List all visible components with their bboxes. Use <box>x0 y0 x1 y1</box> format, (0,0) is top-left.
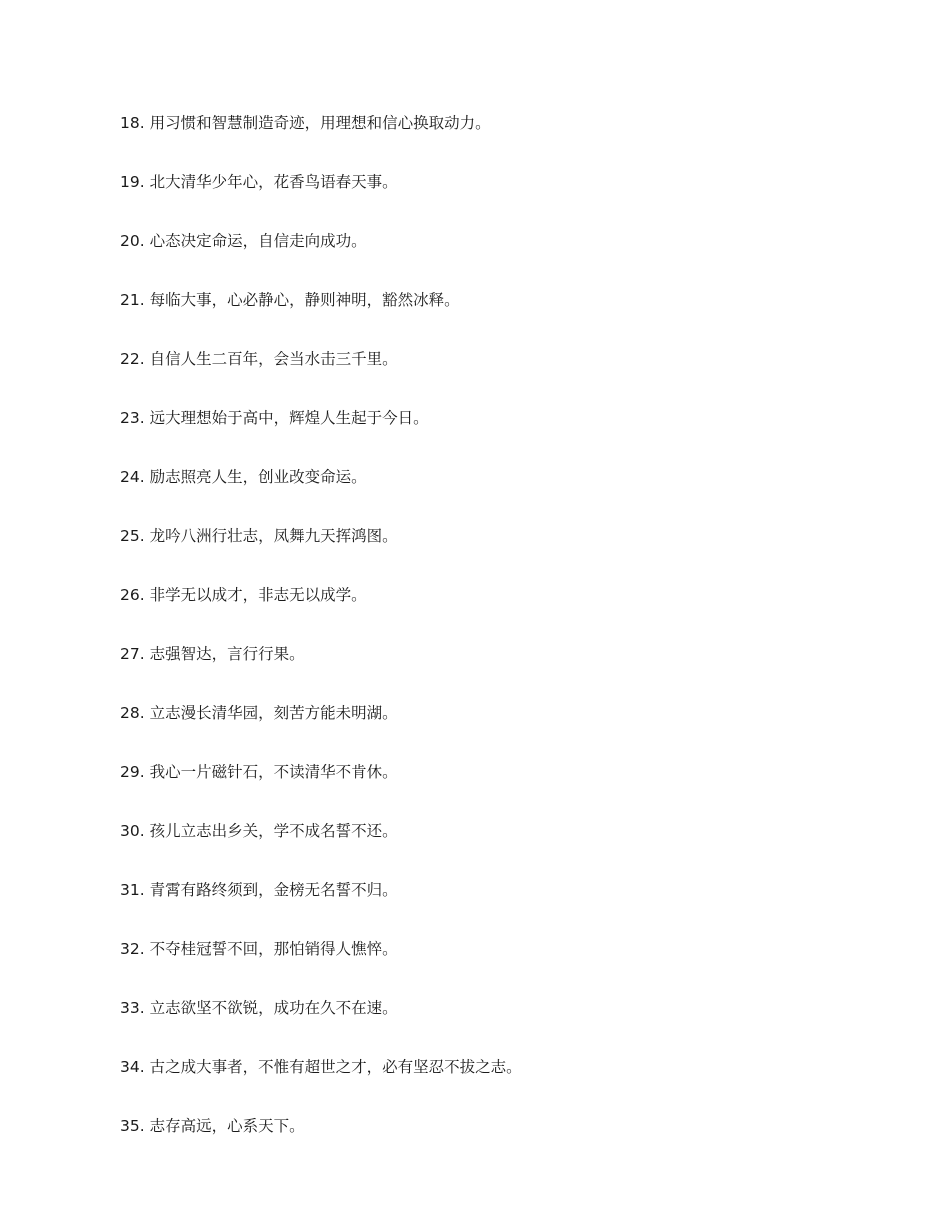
quote-line-26: 26. 非学无以成才，非志无以成学。 <box>120 586 367 604</box>
quote-line-21: 21. 每临大事，心必静心，静则神明，豁然冰释。 <box>120 291 460 309</box>
quote-list <box>120 111 522 1173</box>
quote-line-23: 23. 远大理想始于高中，辉煌人生起于今日。 <box>120 409 429 427</box>
quote-line-34: 34. 古之成大事者，不惟有超世之才，必有坚忍不拔之志。 <box>120 1058 522 1076</box>
quote-line-24: 24. 励志照亮人生，创业改变命运。 <box>120 468 367 486</box>
quote-line-32: 32. 不夺桂冠誓不回，那怕销得人憔悴。 <box>120 940 398 958</box>
quote-line-31: 31. 青霄有路终须到，金榜无名誓不归。 <box>120 881 398 899</box>
quote-line-28: 28. 立志漫长清华园，刻苦方能未明湖。 <box>120 704 398 722</box>
quote-line-27: 27. 志强智达，言行行果。 <box>120 645 305 663</box>
quote-line-35: 35. 志存高远，心系天下。 <box>120 1117 305 1135</box>
quote-line-20: 20. 心态决定命运，自信走向成功。 <box>120 232 367 250</box>
quote-line-33: 33. 立志欲坚不欲锐，成功在久不在速。 <box>120 999 398 1017</box>
quote-line-25: 25. 龙吟八洲行壮志，凤舞九天挥鸿图。 <box>120 527 398 545</box>
quote-line-19: 19. 北大清华少年心，花香鸟语春天事。 <box>120 173 398 191</box>
quote-line-30: 30. 孩儿立志出乡关，学不成名誓不还。 <box>120 822 398 840</box>
quote-line-22: 22. 自信人生二百年，会当水击三千里。 <box>120 350 398 368</box>
quote-line-29: 29. 我心一片磁针石，不读清华不肯休。 <box>120 763 398 781</box>
quote-line-18: 18. 用习惯和智慧制造奇迹，用理想和信心换取动力。 <box>120 114 491 132</box>
